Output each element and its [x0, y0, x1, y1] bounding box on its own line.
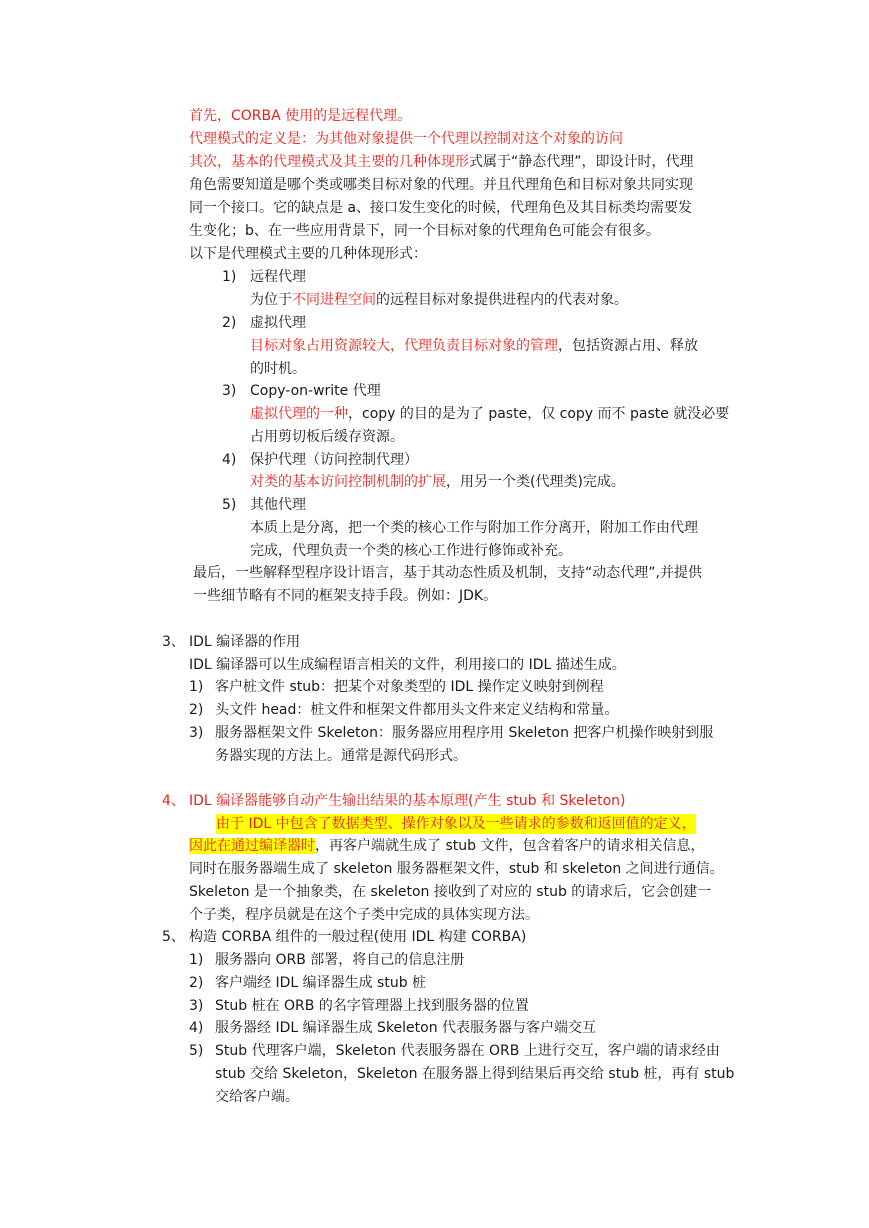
proxy-5-number: 5) [222, 497, 237, 513]
intro-line-3-rest: 式属于“静态代理”，即设计时，代理 [469, 154, 694, 170]
section-5-item-5-number: 5) [189, 1043, 204, 1059]
section-3-item-2-number: 2) [189, 702, 204, 718]
closing-line-2: 一些细节略有不同的框架支持手段。例如：JDK。 [193, 588, 498, 604]
section-3-item-3-line-2: 务器实现的方法上。通常是源代码形式。 [215, 748, 467, 764]
section-3-intro: IDL 编译器可以生成编程语言相关的文件，利用接口的 IDL 描述生成。 [189, 657, 626, 673]
proxy-2-desc-b: ，包括资源占用、释放 [558, 338, 698, 354]
section-4-line-5-text: 个子类，程序员就是在这个子类中完成的具体实现方法 [189, 907, 525, 923]
proxy-4-number: 4) [222, 452, 237, 468]
proxy-1-number: 1) [222, 269, 237, 285]
proxy-2-desc [250, 336, 698, 356]
section-5-item-3-number: 3) [189, 998, 204, 1014]
proxy-4-desc-red: 对类的基本访问控制机制的扩展 [250, 474, 446, 490]
section-3-number: 3、 [162, 634, 185, 650]
section-5-item-1: 服务器向 ORB 部署，将自己的信息注册 [215, 952, 465, 968]
proxy-3-desc [250, 404, 729, 424]
proxy-4-title: 保护代理（访问控制代理） [250, 452, 418, 468]
section-4-title: IDL 编译器能够自动产生输出结果的基本原理(产生 stub 和 Skeleton) [189, 793, 626, 809]
proxy-3-title: Copy-on-write 代理 [250, 383, 381, 399]
section-5-item-1-number: 1) [189, 952, 204, 968]
proxy-definition: 代理模式的定义是：为其他对象提供一个代理以控制对这个对象的访问 [189, 131, 623, 147]
proxy-1-desc [250, 290, 628, 310]
intro-line-3 [189, 152, 694, 172]
section-5-item-5-line-3: 交给客户端。 [215, 1089, 299, 1105]
proxy-2-number: 2) [222, 315, 237, 331]
section-4-line-4: Skeleton 是一个抽象类，在 skeleton 接收到了对应的 stub 的请求后，它会创建一 [189, 884, 712, 900]
section-4-highlight-line-2: 因此在通过编译器时 [189, 838, 315, 854]
proxy-5-title: 其他代理 [250, 497, 306, 513]
proxy-1-title: 远程代理 [250, 269, 306, 285]
section-3-item-3: 服务器框架文件 Skeleton：服务器应用程序用 Skeleton 把客户机操作映射到服 [215, 725, 714, 741]
intro-line-3-red: 其次，基本的代理模式及其主要的几种体现形 [189, 154, 469, 170]
section-3-item-3-number: 3) [189, 725, 204, 741]
section-5-item-2-number: 2) [189, 975, 204, 991]
section-5-item-5-line-2: stub 交给 Skeleton，Skeleton 在服务器上得到结果后再交给 stub 桩，再有 stub [215, 1066, 735, 1082]
section-4-line-5-period: 。 [525, 907, 539, 923]
section-5-title: 构造 CORBA 组件的一般过程(使用 IDL 构建 CORBA) [189, 929, 527, 945]
section-4-line-2 [189, 836, 704, 856]
proxy-2-title: 虚拟代理 [250, 315, 306, 331]
proxy-4-desc-b: ，用另一个类(代理类)完成。 [446, 474, 625, 490]
section-4-highlight-line-1: 由于 IDL 中包含了数据类型、操作对象以及一些请求的参数和返回值的定义， [216, 816, 696, 832]
proxy-2-desc-line-2: 的时机。 [250, 361, 306, 377]
proxy-1-desc-red: 不同进程空间 [292, 292, 376, 308]
section-5-item-2: 客户端经 IDL 编译器生成 stub 桩 [215, 975, 427, 991]
proxy-4-desc [250, 472, 625, 492]
intro-line-7: 以下是代理模式主要的几种体现形式： [189, 246, 427, 262]
intro-line-5: 同一个接口。它的缺点是 a、接口发生变化的时候，代理角色及其目标类均需要发 [189, 200, 693, 216]
section-5-item-5: Stub 代理客户端，Skeleton 代表服务器在 ORB 上进行交互，客户端的请求经由 [215, 1043, 720, 1059]
section-4-line-5 [189, 905, 539, 925]
section-4-line-3: 同时在服务器端生成了 skeleton 服务器框架文件，stub 和 skeleton 之间进行通信。 [189, 861, 724, 877]
section-4-number: 4、 [162, 793, 185, 809]
section-5-item-4-number: 4) [189, 1020, 204, 1036]
intro-line-6: 生变化；b、在一些应用背景下，同一个目标对象的代理角色可能会有很多。 [189, 223, 660, 239]
section-5-item-3: Stub 桩在 ORB 的名字管理器上找到服务器的位置 [215, 998, 529, 1014]
proxy-1-desc-a: 为位于 [250, 292, 292, 308]
proxy-3-number: 3) [222, 383, 237, 399]
proxy-3-desc-red: 虚拟代理的一种 [250, 406, 348, 422]
closing-line-1: 最后，一些解释型程序设计语言，基于其动态性质及机制，支持“动态代理”,并提供 [193, 565, 702, 581]
section-4-line-2-rest: ，再客户端就生成了 stub 文件，包含着客户的请求相关信息， [315, 838, 705, 854]
section-3-item-1-number: 1) [189, 679, 204, 695]
intro-line-1: 首先，CORBA 使用的是远程代理。 [189, 108, 412, 124]
proxy-3-desc-line-2: 占用剪切板后缓存资源。 [250, 429, 404, 445]
proxy-3-desc-b: ，copy 的目的是为了 paste，仅 copy 而不 paste 就没必要 [348, 406, 730, 422]
intro-line-4: 角色需要知道是哪个类或哪类目标对象的代理。并且代理角色和目标对象共同实现 [189, 177, 693, 193]
proxy-5-desc: 本质上是分离，把一个类的核心工作与附加工作分离开，附加工作由代理 [250, 520, 698, 536]
section-3-item-1: 客户桩文件 stub：把某个对象类型的 IDL 操作定义映射到例程 [215, 679, 604, 695]
proxy-5-desc-line-2: 完成，代理负责一个类的核心工作进行修饰或补充。 [250, 543, 572, 559]
section-5-number: 5、 [162, 929, 185, 945]
proxy-2-desc-red: 目标对象占用资源较大，代理负责目标对象的管理 [250, 338, 558, 354]
section-3-item-2: 头文件 head：桩文件和框架文件都用头文件来定义结构和常量。 [215, 702, 619, 718]
section-5-item-4: 服务器经 IDL 编译器生成 Skeleton 代表服务器与客户端交互 [215, 1020, 597, 1036]
section-3-title: IDL 编译器的作用 [189, 634, 301, 650]
proxy-1-desc-c: 的远程目标对象提供进程内的代表对象。 [376, 292, 628, 308]
